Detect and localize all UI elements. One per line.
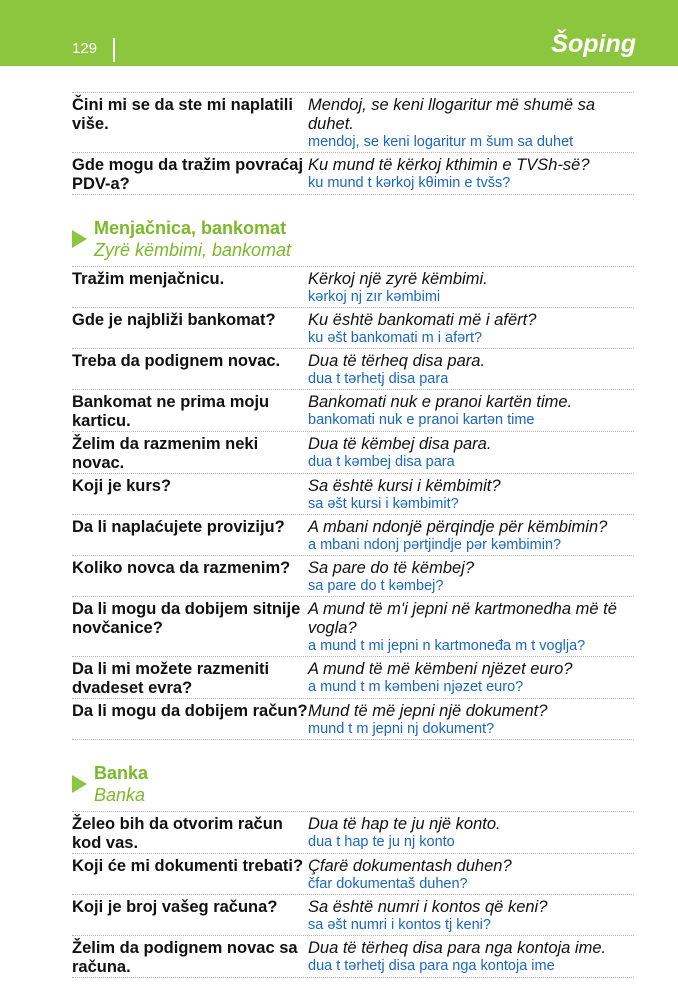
phrase-row <box>72 597 634 657</box>
phrase-row <box>72 699 634 740</box>
phrase-row <box>72 657 634 699</box>
translation-cell <box>308 814 634 853</box>
albanian-translation: A mbani ndonjë përqindje për këmbimin? <box>308 518 608 536</box>
phrase-row <box>72 349 634 390</box>
phrase-row <box>72 474 634 515</box>
chapter-title: Šoping <box>551 30 636 58</box>
serbian-phrase: Da li mi možete razmeniti dvadeset evra? <box>72 660 270 697</box>
serbian-phrase: Želim da razmenim neki novac. <box>72 435 259 472</box>
phrase-row <box>72 556 634 597</box>
pronunciation: mund t m jepni nj dokument? <box>308 721 495 737</box>
albanian-translation: Dua të tërheq disa para nga kontoja ime. <box>308 939 607 957</box>
pronunciation: dua t tərhetj disa para <box>308 371 449 387</box>
albanian-translation: Sa është numri i kontos që keni? <box>308 898 548 916</box>
phrase-row <box>72 92 634 153</box>
albanian-translation: A mund të m'i jepni në kartmonedha më të vogla? <box>308 600 617 637</box>
pronunciation: bankomati nuk e pranoi kartən time <box>308 412 535 428</box>
translation-cell <box>308 392 634 431</box>
phrasebook-content <box>72 92 634 978</box>
translation-cell <box>308 351 634 389</box>
pronunciation: sa əšt kursi i kəmbimit? <box>308 496 459 512</box>
translation-cell <box>308 434 634 473</box>
albanian-translation: A mund të më këmbeni njëzet euro? <box>308 660 573 678</box>
translation-cell <box>308 856 634 894</box>
phrase-row <box>72 811 634 854</box>
page-number: 129 <box>72 40 98 57</box>
albanian-translation: Dua të tërheq disa para. <box>308 352 486 370</box>
serbian-phrase: Koji će mi dokumenti trebati? <box>72 857 304 875</box>
serbian-phrase: Da li naplaćujete proviziju? <box>72 518 285 536</box>
albanian-translation: Sa është kursi i këmbimit? <box>308 477 501 495</box>
albanian-translation: Bankomati nuk e pranoi kartën time. <box>308 393 573 411</box>
translation-cell <box>308 558 634 596</box>
translation-cell <box>308 517 634 555</box>
phrase-row <box>72 266 634 308</box>
serbian-phrase: Koliko novca da razmenim? <box>72 559 291 577</box>
triangle-bullet-icon <box>72 775 87 793</box>
section-subtitle: Banka <box>94 785 146 805</box>
phrase-row <box>72 308 634 349</box>
phrase-row <box>72 432 634 474</box>
serbian-phrase: Koji je broj vašeg računa? <box>72 898 278 916</box>
translation-cell <box>308 269 634 307</box>
pronunciation: dua t hap te ju nj konto <box>308 834 455 850</box>
pronunciation: čfar dokumentaš duhen? <box>308 876 468 892</box>
pronunciation: sa pare do t kəmbej? <box>308 578 444 594</box>
albanian-translation: Ku mund të kërkoj kthimin e TVSh-së? <box>308 156 590 174</box>
serbian-phrase: Gde mogu da tražim povraćaj PDV-a? <box>72 156 304 193</box>
albanian-translation: Dua të këmbej disa para. <box>308 435 492 453</box>
albanian-translation: Kërkoj një zyrë këmbimi. <box>308 270 488 288</box>
translation-cell <box>308 701 634 739</box>
pronunciation: ku əšt bankomati m i afərt? <box>308 330 483 346</box>
serbian-phrase: Da li mogu da dobijem račun? <box>72 702 308 720</box>
phrase-row <box>72 936 634 978</box>
pronunciation: a mund t mi jepni n kartmoneđa m t voglja? <box>308 638 586 654</box>
section-heading-exchange <box>72 217 634 261</box>
serbian-phrase: Želim da podignem novac sa računa. <box>72 939 298 976</box>
translation-cell <box>308 897 634 935</box>
albanian-translation: Ku është bankomati më i afërt? <box>308 311 537 329</box>
translation-cell <box>308 938 634 977</box>
exchange-phrase-list <box>72 266 634 740</box>
header-divider <box>113 38 115 62</box>
page-header <box>0 0 678 66</box>
phrase-row <box>72 153 634 195</box>
translation-cell <box>308 155 634 194</box>
phrase-row <box>72 854 634 895</box>
translation-cell <box>308 476 634 514</box>
pronunciation: mendoj, se keni logaritur m šum sa duhet <box>308 134 574 150</box>
section-subtitle: Zyrë këmbimi, bankomat <box>94 240 292 260</box>
albanian-translation: Sa pare do të këmbej? <box>308 559 475 577</box>
section-heading-bank <box>72 762 634 806</box>
serbian-phrase: Da li mogu da dobijem sitnije novčanice? <box>72 600 301 637</box>
section-title: Menjačnica, bankomat <box>94 218 287 238</box>
pronunciation: kərkoj nj zır kəmbimi <box>308 289 441 305</box>
phrase-row <box>72 895 634 936</box>
serbian-phrase: Tražim menjačnicu. <box>72 270 225 288</box>
serbian-phrase: Koji je kurs? <box>72 477 172 495</box>
section-title: Banka <box>94 763 149 783</box>
albanian-translation: Mund të më jepni një dokument? <box>308 702 548 720</box>
intro-phrase-list <box>72 92 634 195</box>
triangle-bullet-icon <box>72 230 87 248</box>
albanian-translation: Dua të hap te ju një konto. <box>308 815 501 833</box>
serbian-phrase: Treba da podignem novac. <box>72 352 281 370</box>
albanian-translation: Mendoj, se keni llogaritur më shumë sa duhet. <box>308 96 596 133</box>
pronunciation: dua t kəmbej disa para <box>308 454 455 470</box>
translation-cell <box>308 95 634 152</box>
translation-cell <box>308 659 634 698</box>
albanian-translation: Çfarë dokumentash duhen? <box>308 857 512 875</box>
pronunciation: dua t tərhetj disa para nga kontoja ime <box>308 958 555 974</box>
phrase-row <box>72 515 634 556</box>
pronunciation: ku mund t kərkoj kθimin e tvšs? <box>308 175 511 191</box>
serbian-phrase: Gde je najbliži bankomat? <box>72 311 276 329</box>
bank-phrase-list <box>72 811 634 978</box>
pronunciation: sa əšt numri i kontos tj keni? <box>308 917 491 933</box>
serbian-phrase: Želeo bih da otvorim račun kod vas. <box>72 815 283 852</box>
serbian-phrase: Čini mi se da ste mi naplatili više. <box>72 96 293 133</box>
pronunciation: a mbani ndonj pərtjindje pər kəmbimin? <box>308 537 562 553</box>
pronunciation: a mund t m kəmbeni njəzet euro? <box>308 679 524 695</box>
phrase-row <box>72 390 634 432</box>
serbian-phrase: Bankomat ne prima moju karticu. <box>72 393 270 430</box>
translation-cell <box>308 599 634 656</box>
translation-cell <box>308 310 634 348</box>
